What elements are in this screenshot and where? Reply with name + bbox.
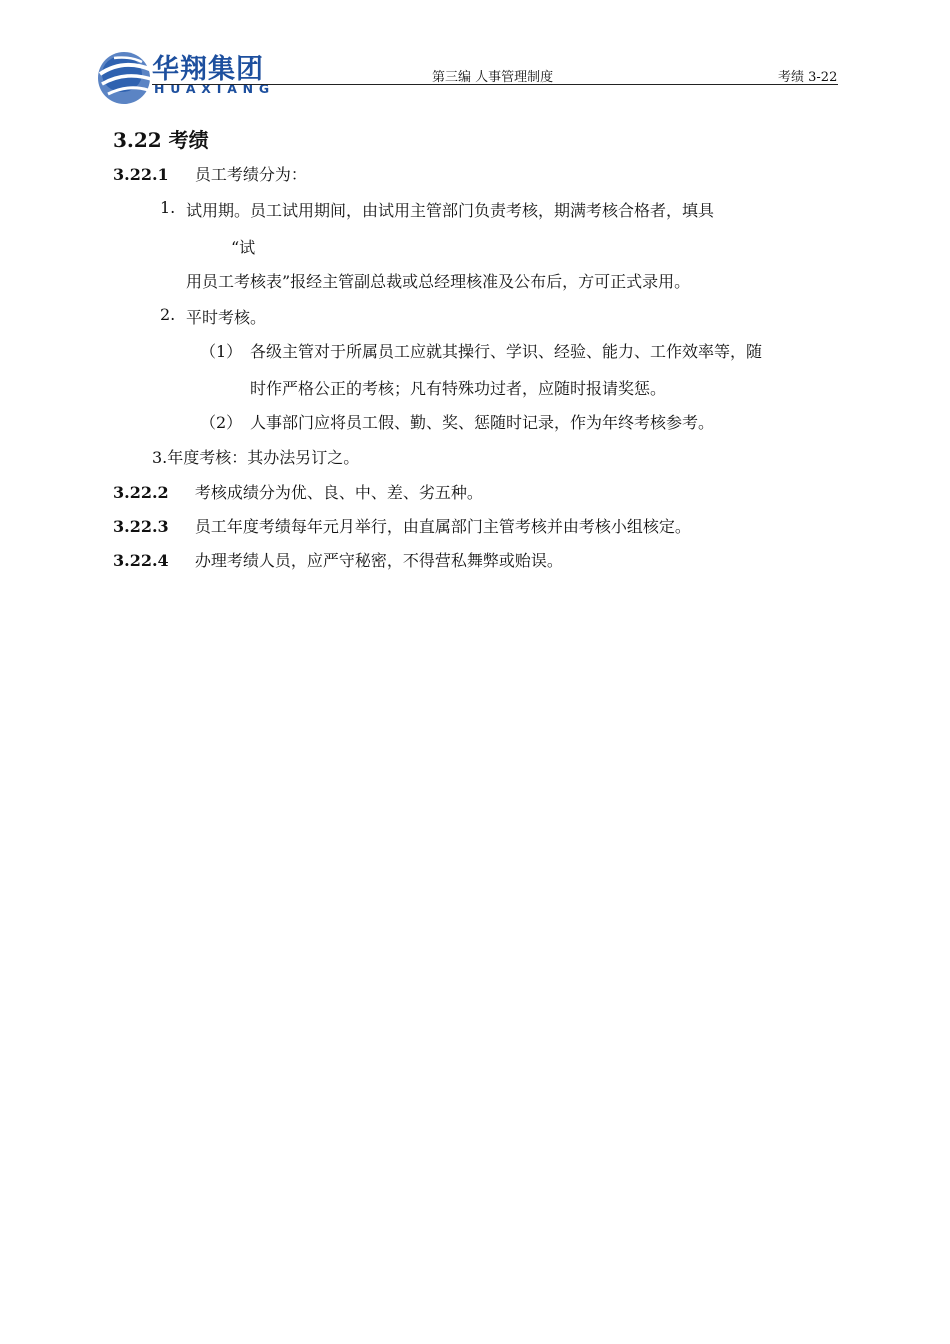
header-section-title: 第三编 人事管理制度 bbox=[432, 70, 554, 85]
clause-3-22-3 bbox=[113, 514, 691, 537]
item-1-line-1: 试用期。员工试用期间，由试用主管部门负责考核，期满考核合格者，填具 bbox=[186, 201, 715, 220]
item-1-line-3: 用员工考核表”报经主管副总裁或总经理核准及公布后，方可正式录用。 bbox=[186, 272, 691, 291]
globe-logo-icon bbox=[96, 44, 156, 108]
item-2-text: 平时考核。 bbox=[186, 308, 267, 327]
sub-item-1-line-1: 各级主管对于所属员工应就其操行、学识、经验、能力、工作效率等，随 bbox=[250, 342, 763, 361]
clause-3-22-1 bbox=[113, 162, 307, 185]
item-1-line-2: “试 bbox=[231, 238, 256, 257]
item-3-text: 3.年度考核：其办法另订之。 bbox=[152, 448, 360, 467]
clause-number: 3.22.1 bbox=[113, 165, 169, 184]
clause-number: 3.22.3 bbox=[113, 517, 169, 536]
sub-item-1-line-2: 时作严格公正的考核；凡有特殊功过者，应随时报请奖惩。 bbox=[250, 379, 667, 398]
section-title: 3.22 考绩 bbox=[113, 128, 209, 152]
item-2-number: 2. bbox=[160, 305, 176, 324]
clause-text: 员工考绩分为： bbox=[194, 165, 307, 184]
sub-item-2-text: 人事部门应将员工假、勤、奖、惩随时记录，作为年终考核参考。 bbox=[250, 413, 715, 432]
clause-3-22-2 bbox=[113, 480, 483, 503]
clause-3-22-4 bbox=[113, 548, 563, 571]
sub-item-1-number: （1） bbox=[200, 342, 243, 361]
logo-english-name: HUAXIANG bbox=[154, 81, 275, 96]
header-page-ref: 考绩 3-22 bbox=[778, 70, 838, 85]
logo-chinese-name: 华翔集团 bbox=[152, 54, 264, 85]
clause-number: 3.22.4 bbox=[113, 551, 169, 570]
clause-text: 办理考绩人员，应严守秘密，不得营私舞弊或贻误。 bbox=[194, 551, 563, 570]
sub-item-2-number: （2） bbox=[200, 413, 243, 432]
item-1-number: 1. bbox=[160, 198, 176, 217]
clause-text: 员工年度考绩每年元月举行，由直属部门主管考核并由考核小组核定。 bbox=[194, 517, 691, 536]
clause-text: 考核成绩分为优、良、中、差、劣五种。 bbox=[194, 483, 483, 502]
company-logo bbox=[96, 44, 276, 108]
clause-number: 3.22.2 bbox=[113, 483, 169, 502]
header-rule bbox=[152, 84, 838, 85]
